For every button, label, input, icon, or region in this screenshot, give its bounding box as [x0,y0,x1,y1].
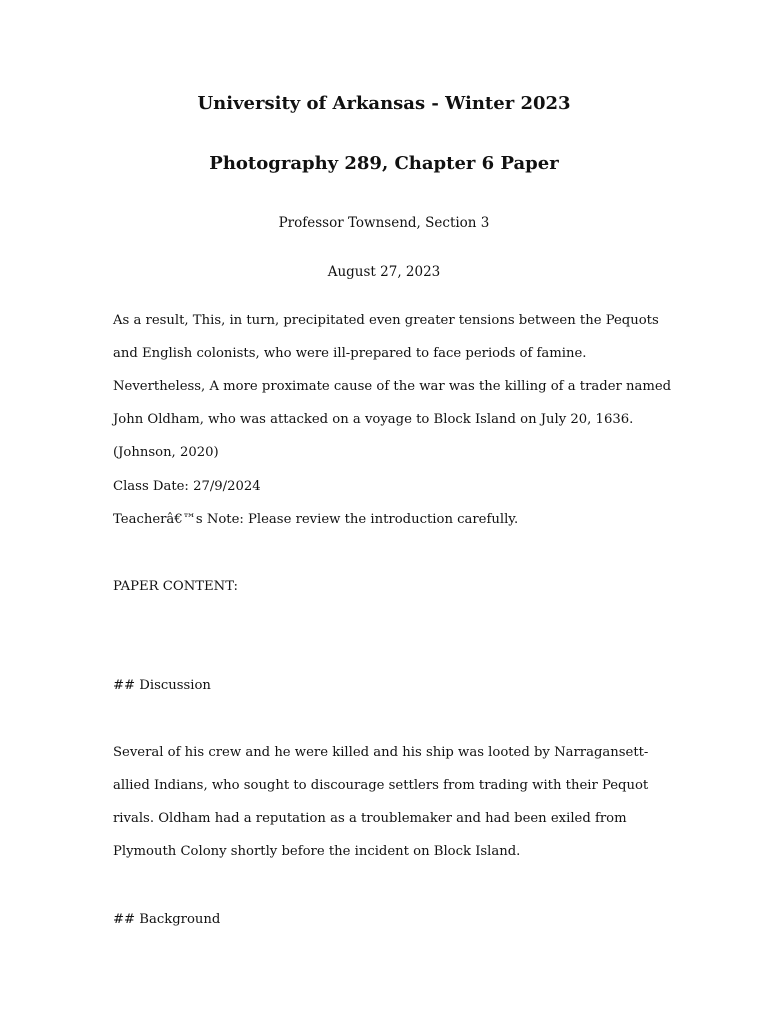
course-title: Photography 289, Chapter 6 Paper [209,153,559,174]
intro-paragraph: As a result, This, in turn, precipitated even greater tensions between the Pequots and English colonists, who were ill-prepared to face periods of famine. Nevertheless, A more proximate cause of the war was the killing of a trader named John Oldham, who was attacked on a voyage to Block Island on July 20, 1636. (Johnson, 2020) [113,313,672,460]
teacher-note: Teacherâ€™s Note: Please review the introduction carefully. [113,512,519,527]
class-date: Class Date: 27/9/2024 [113,479,261,494]
date-line: August 27, 2023 [327,264,441,280]
discussion-paragraph: Several of his crew and he were killed and his ship was looted by Narragansett-allied Indians, who sought to discourage settlers from trading with their Pequot rivals. Oldham had a reputation as a troublemaker and had been exiled from Plymouth Colony shortly before the incident on Block Island. [113,745,649,859]
professor-line: Professor Townsend, Section 3 [278,215,490,231]
paper-content-label: PAPER CONTENT: [113,579,238,594]
university-title: University of Arkansas - Winter 2023 [197,93,571,114]
discussion-heading: ## Discussion [113,678,211,693]
background-heading: ## Background [113,912,221,927]
